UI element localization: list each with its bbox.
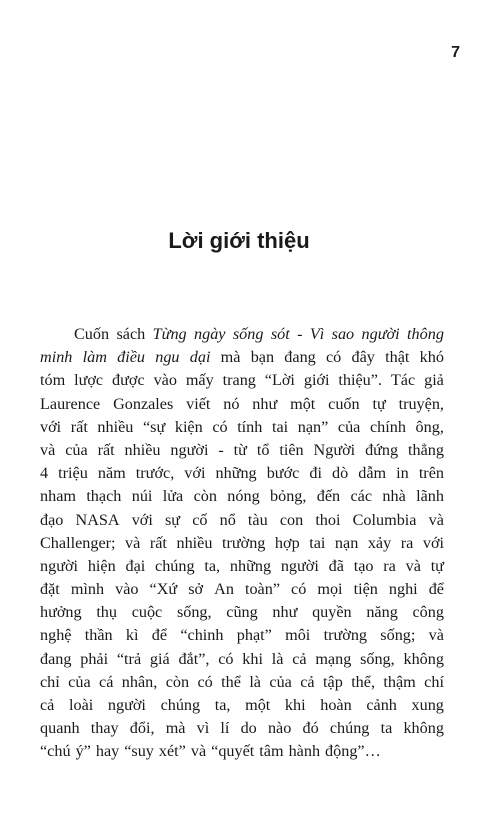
word: là: [249, 672, 261, 691]
chapter-heading: Lời giới thiệu: [168, 228, 310, 253]
word: sách: [116, 325, 146, 343]
word: thoi: [315, 510, 341, 529]
word: sống: [232, 325, 264, 343]
word: giả: [424, 371, 444, 390]
word: một: [290, 394, 316, 413]
word: cá: [99, 672, 114, 691]
word: trên: [418, 464, 444, 483]
word: mạng: [315, 649, 352, 668]
word: tàu: [247, 510, 268, 529]
word: giá: [149, 649, 170, 668]
word: hợp: [274, 533, 300, 552]
word: sự: [164, 510, 181, 529]
word: người: [361, 325, 400, 343]
word: viết: [186, 394, 211, 413]
word: người: [107, 696, 146, 714]
word: sống,: [360, 649, 395, 668]
word: của: [68, 672, 91, 691]
text-line: [40, 694, 444, 717]
text-line: [40, 740, 444, 763]
word: ta,: [204, 556, 221, 575]
word: thể: [221, 672, 241, 691]
word: Columbia: [352, 510, 417, 529]
word: làm: [82, 348, 107, 367]
word: mình: [70, 580, 105, 599]
word: chí: [424, 672, 444, 691]
word: dại: [189, 348, 211, 367]
word: rất: [97, 440, 115, 459]
word: mà: [220, 348, 241, 367]
word: toàn”: [244, 580, 281, 599]
word: tiện: [353, 580, 378, 599]
word: sở: [188, 580, 204, 599]
word: “quyết: [211, 742, 255, 761]
word: khi: [284, 696, 306, 714]
word: ngu: [155, 348, 180, 367]
word: những: [215, 464, 257, 483]
word: nhiều: [124, 440, 161, 459]
word: như: [272, 603, 298, 622]
word: trường: [323, 626, 368, 645]
word: triệu: [58, 464, 88, 483]
word: NASA: [75, 510, 120, 529]
word: “sự: [142, 417, 166, 436]
word: ông,: [415, 417, 444, 436]
word: ngày: [194, 325, 226, 343]
word: Người: [313, 440, 356, 459]
word: xung: [411, 696, 444, 714]
word: do: [240, 719, 257, 738]
word: không: [403, 649, 444, 668]
word: tự: [430, 556, 444, 575]
word: lược: [74, 371, 104, 390]
word: với: [422, 533, 444, 552]
word: khó: [419, 348, 444, 367]
word: điều: [117, 348, 145, 367]
text-line: [40, 601, 444, 624]
text-line: [40, 509, 444, 532]
word: thạch: [86, 487, 122, 506]
word: xảy: [367, 533, 392, 552]
text-line: [40, 462, 444, 485]
word: sót: [270, 325, 290, 343]
word: ra: [383, 556, 396, 575]
word: người: [170, 440, 209, 459]
word: có: [326, 348, 342, 367]
word: nạn: [334, 533, 359, 552]
word: quanh: [40, 719, 80, 738]
word: và: [125, 533, 141, 552]
word: thiệu”.: [338, 371, 383, 390]
text-line: [40, 323, 444, 346]
word: trước,: [135, 464, 175, 483]
word: tạo: [353, 556, 374, 575]
word: sao: [331, 325, 355, 343]
word: nghệ: [40, 626, 72, 645]
word: “Xứ: [149, 580, 178, 599]
text-line: [40, 555, 444, 578]
word: với: [131, 510, 153, 529]
text-line: [40, 369, 444, 392]
word: đặt: [40, 580, 60, 599]
text-line: [40, 393, 444, 416]
word: không: [403, 719, 444, 738]
word: cuốn: [328, 394, 360, 413]
word: công: [412, 603, 444, 622]
word: và: [190, 742, 207, 761]
word: “Lời: [264, 371, 295, 390]
word: cũng: [226, 603, 258, 622]
word: ra: [400, 533, 414, 552]
word: nạn”: [297, 417, 329, 436]
word: vì: [196, 719, 210, 738]
word: động”…: [325, 742, 381, 761]
word: từ: [233, 440, 247, 459]
word: chúng: [160, 696, 201, 714]
word: mấy: [185, 371, 214, 390]
word: nó: [223, 394, 240, 413]
word: thậm: [383, 672, 416, 691]
word: có: [212, 417, 228, 436]
word: Cuốn: [74, 325, 110, 343]
word: tập: [323, 672, 343, 691]
word: lí: [220, 719, 230, 738]
text-line: [40, 578, 444, 601]
word: nhân,: [121, 672, 158, 691]
word: đại: [125, 556, 146, 575]
word: đây: [351, 348, 375, 367]
text-line: [40, 346, 444, 369]
body-paragraph: [40, 323, 444, 764]
word: như: [252, 394, 278, 413]
word: An: [214, 580, 234, 599]
word: chúng: [155, 556, 195, 575]
word: còn: [165, 672, 190, 691]
word: sống;: [380, 626, 416, 645]
word: hoàn: [320, 696, 352, 714]
word: các: [350, 487, 373, 506]
word: Tác: [390, 371, 416, 390]
word: lãnh: [416, 487, 444, 506]
word: rất: [70, 417, 88, 436]
word: người: [280, 556, 319, 575]
text-line: [40, 416, 444, 439]
word: người: [40, 556, 79, 575]
word: rất: [149, 533, 167, 552]
word: năng: [366, 603, 398, 622]
word: Challenger;: [40, 533, 116, 552]
word: và: [40, 440, 56, 459]
word: bạn: [250, 348, 275, 367]
text-line: [40, 624, 444, 647]
word: ý”: [75, 742, 91, 761]
word: quyền: [312, 603, 352, 622]
word: năm: [97, 464, 126, 483]
word: trường: [221, 533, 266, 552]
word: đó: [302, 719, 319, 738]
word: và: [405, 556, 421, 575]
word: có: [197, 672, 213, 691]
word: tâm: [259, 742, 284, 761]
text-line: [40, 671, 444, 694]
word: dẫm: [358, 464, 387, 483]
word: trang: [222, 371, 256, 390]
word: ta: [380, 719, 393, 738]
text-line: [40, 717, 444, 740]
word: bỏng,: [270, 487, 307, 506]
word: tính: [237, 417, 263, 436]
word: giới: [303, 371, 330, 390]
word: đi: [309, 464, 322, 483]
word: mọi: [317, 580, 343, 599]
word: cố: [192, 510, 208, 529]
text-line: [40, 485, 444, 508]
word: thật: [385, 348, 410, 367]
word: minh: [40, 348, 73, 367]
word: môi: [285, 626, 311, 645]
text-line: [40, 648, 444, 671]
word: thể,: [351, 672, 376, 691]
word: một: [245, 696, 271, 714]
word: “chú: [40, 742, 71, 761]
word: để: [151, 626, 168, 645]
word: thần: [84, 626, 113, 645]
word: “trả: [116, 649, 142, 668]
word: còn: [193, 487, 217, 506]
word: đang: [284, 348, 316, 367]
word: hay: [95, 742, 120, 761]
word: bước: [266, 464, 300, 483]
word: đã: [328, 556, 344, 575]
word: hiện: [87, 556, 116, 575]
word: 4: [40, 464, 49, 483]
word: chỉ: [40, 672, 60, 691]
word: “suy: [124, 742, 154, 761]
word: dò: [332, 464, 349, 483]
word: là: [271, 649, 284, 668]
word: nham: [40, 487, 76, 506]
word: chúng: [329, 719, 370, 738]
word: tổ: [256, 440, 270, 459]
word: sống,: [176, 603, 212, 622]
word: của: [337, 417, 361, 436]
word: có: [291, 580, 307, 599]
word: hành: [288, 742, 321, 761]
word: truyện,: [398, 394, 444, 413]
word: xét”: [158, 742, 186, 761]
word: nổ: [219, 510, 236, 529]
word: chính: [369, 417, 406, 436]
word: -: [218, 440, 224, 459]
word: cả: [292, 649, 307, 668]
word: ta,: [214, 696, 231, 714]
word: phải: [80, 649, 109, 668]
word: loài: [69, 696, 94, 714]
word: tiên: [279, 440, 304, 459]
word: của: [65, 440, 88, 459]
word: tai: [271, 417, 289, 436]
word: Gonzales: [113, 394, 174, 413]
word: và: [428, 626, 444, 645]
word: tự: [372, 394, 386, 413]
word: cả: [300, 672, 315, 691]
word: thông: [407, 325, 444, 343]
word: khi: [242, 649, 263, 668]
word: kiện: [174, 417, 203, 436]
word: nghi: [388, 580, 418, 599]
word: với: [184, 464, 206, 483]
word: Vì: [309, 325, 325, 343]
word: kì: [125, 626, 139, 645]
word: được: [112, 371, 145, 390]
word: nóng: [227, 487, 260, 506]
word: đứng: [365, 440, 399, 459]
word: đang: [40, 649, 72, 668]
word: in: [396, 464, 409, 483]
word: cuộc: [131, 603, 163, 622]
page-number: 7: [451, 44, 460, 61]
word: để: [428, 580, 444, 599]
word: nhiều: [176, 533, 213, 552]
word: đạo: [40, 510, 64, 529]
word: những: [229, 556, 272, 575]
word: Laurence: [40, 394, 101, 413]
word: nhiều: [97, 417, 134, 436]
word: nhà: [382, 487, 406, 506]
word: Từng: [152, 325, 187, 343]
word: hưởng: [40, 603, 82, 622]
word: thụ: [96, 603, 117, 622]
text-line: [40, 439, 444, 462]
word: của: [269, 672, 292, 691]
word: thay: [90, 719, 119, 738]
word: với: [40, 417, 62, 436]
word: phạt”: [236, 626, 272, 645]
word: cảnh: [366, 696, 397, 714]
word: vào: [115, 580, 139, 599]
word: có: [218, 649, 234, 668]
word: -: [297, 325, 303, 343]
word: nào: [267, 719, 292, 738]
word: đổi,: [129, 719, 155, 738]
word: tai: [309, 533, 326, 552]
word: mà: [165, 719, 186, 738]
word: núi: [131, 487, 153, 506]
word: đắt”,: [178, 649, 210, 668]
word: “chinh: [180, 626, 224, 645]
text-line: [40, 532, 444, 555]
word: và: [428, 510, 444, 529]
word: lửa: [162, 487, 184, 506]
word: thẳng: [408, 440, 444, 459]
word: cả: [40, 696, 55, 714]
word: vào: [153, 371, 177, 390]
word: đến: [316, 487, 341, 506]
word: tóm: [40, 371, 66, 390]
word: con: [279, 510, 304, 529]
